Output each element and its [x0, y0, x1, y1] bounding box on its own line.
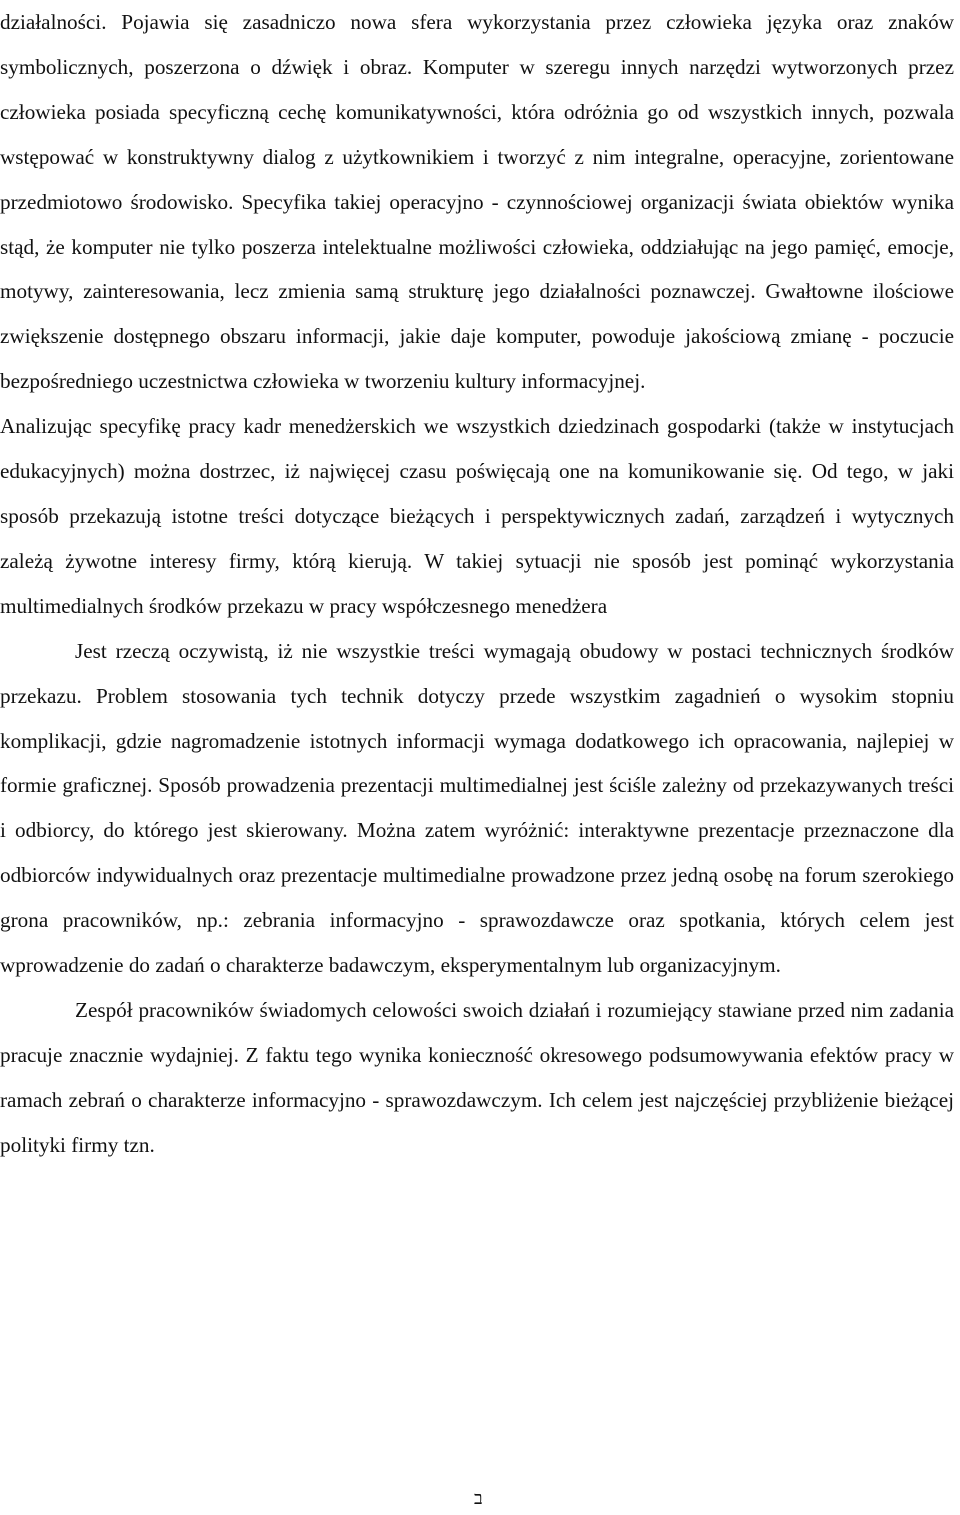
paragraph-2: Analizując specyfikę pracy kadr menedżerskich we wszystkich dziedzinach gospodarki (także w instytucjach edukacyjnych) można dostrzec, iż najwięcej czasu poświęcają one na komunikowanie się. Od tego, w jaki sposób przekazują istotne treści dotyczące bieżących i perspektywicznych zadań, zarządzeń i wytycznych zależą żywotne interesy firmy, którą kierują. W takiej sytuacji nie sposób jest pominąć wykorzystania multimedialnych środków przekazu w pracy współczesnego menedżera	[0, 414, 954, 618]
page-number: ב	[474, 1488, 483, 1509]
paragraph-1: działalności. Pojawia się zasadniczo nowa sfera wykorzystania przez człowieka języka oraz znaków symbolicznych, poszerzona o dźwięk i obraz. Komputer w szeregu innych narzędzi wytworzonych przez człowieka posiada specyficzną cechę komunikatywności, która odróżnia go od wszystkich innych, pozwala wstępować w konstruktywny dialog z użytkownikiem i tworzyć z nim integralne, operacyjne, zorientowane przedmiotowo środowisko. Specyfika takiej operacyjno - czynnościowej organizacji świata obiektów wynika stąd, że komputer nie tylko poszerza intelektualne możliwości człowieka, oddziałując na jego pamięć, emocje, motywy, zainteresowania, lecz zmienia samą strukturę jego działalności poznawczej. Gwałtowne ilościowe zwiększenie dostępnego obszaru informacji, jakie daje komputer, powoduje jakościową zmianę - poczucie bezpośredniego uczestnictwa człowieka w tworzeniu kultury informacyjnej.	[0, 10, 954, 394]
paragraph-3: Jest rzeczą oczywistą, iż nie wszystkie treści wymagają obudowy w postaci technicznych środków przekazu. Problem stosowania tych technik dotyczy przede wszystkim zagadnień o wysokim stopniu komplikacji, gdzie nagromadzenie istotnych informacji wymaga dodatkowego ich opracowania, najlepiej w formie graficznej. Sposób prowadzenia prezentacji multimedialnej jest ściśle zależny od przekazywanych treści i odbiorcy, do którego jest skierowany. Można zatem wyróżnić: interaktywne prezentacje przeznaczone dla odbiorców indywidualnych oraz prezentacje multimedialne prowadzone przez jedną osobę na forum szerokiego grona pracowników, np.: zebrania informacyjno - sprawozdawcze oraz spotkania, których celem jest wprowadzenie do zadań o charakterze badawczym, eksperymentalnym lub organizacyjnym.	[0, 638, 954, 978]
paragraph-4: Zespół pracowników świadomych celowości swoich działań i rozumiejący stawiane przed nim zadania pracuje znacznie wydajniej. Z faktu tego wynika konieczność okresowego podsumowywania efektów pracy w ramach zebrań o charakterze informacyjno - sprawozdawczym. Ich celem jest najczęściej przybliżenie bieżącej polityki firmy tzn.	[0, 997, 954, 1157]
